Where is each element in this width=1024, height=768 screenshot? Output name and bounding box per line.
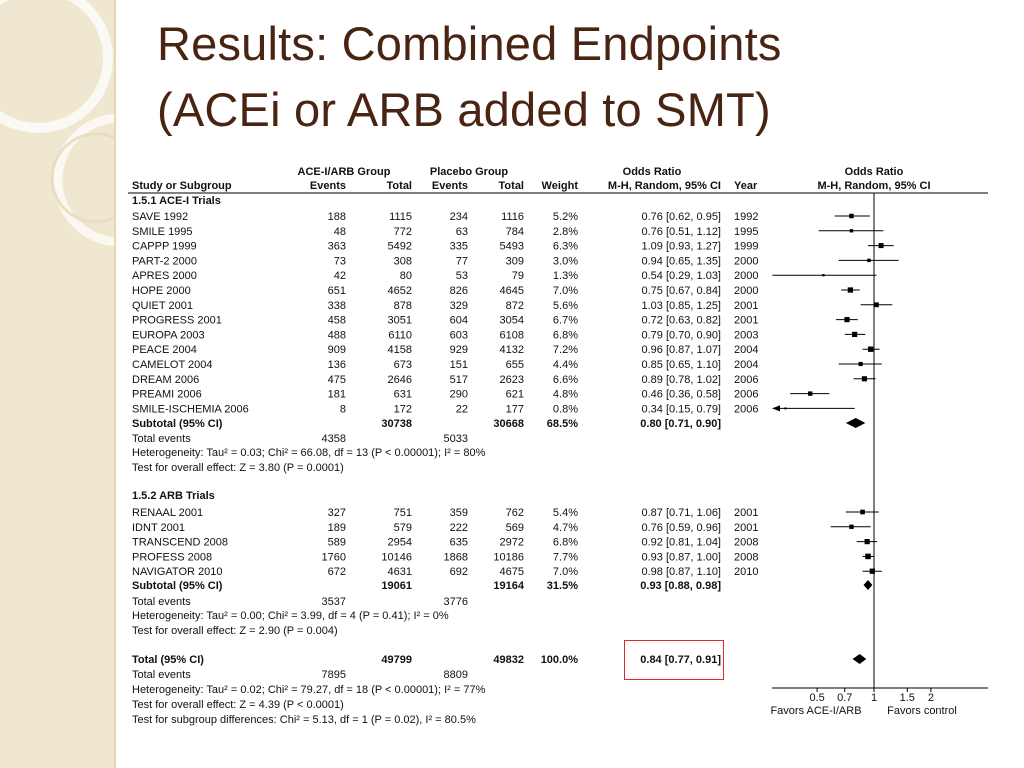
events-treatment: 672 (327, 566, 346, 579)
events-placebo: 826 (449, 285, 468, 297)
odds-ratio-ci: 0.46 [0.36, 0.58] (641, 388, 721, 401)
total-placebo: 4645 (499, 285, 524, 297)
events-treatment: 73 (333, 255, 346, 268)
study-year: 2001 (734, 314, 759, 327)
x-tick-label: 1.5 (899, 692, 915, 704)
study-weight: 7.0% (552, 566, 578, 579)
events-placebo: 635 (449, 536, 468, 549)
study-year: 1992 (734, 211, 759, 223)
point-estimate (860, 510, 865, 515)
point-estimate (852, 332, 857, 337)
total-placebo: 4675 (499, 566, 524, 579)
x-tick-label: 2 (927, 692, 934, 704)
events-placebo: 335 (449, 240, 468, 253)
events-treatment: 475 (327, 373, 346, 386)
total-treatment: 4158 (387, 344, 412, 357)
events-treatment: 181 (327, 388, 346, 401)
study-year: 2008 (734, 551, 759, 564)
header-year: Year (734, 180, 758, 192)
overall-total-weight: 100.0% (540, 654, 578, 666)
study-name: SMILE 1995 (132, 225, 193, 238)
header-method: M-H, Random, 95% CI (607, 180, 721, 192)
study-name: PEACE 2004 (132, 344, 197, 357)
study-name: SMILE-ISCHEMIA 2006 (132, 403, 249, 416)
subtotal-ace-total-placebo: 30668 (493, 418, 524, 430)
events-placebo: 53 (455, 270, 468, 283)
events-placebo: 77 (455, 255, 468, 268)
study-year: 2001 (734, 299, 759, 312)
header-or-title: Odds Ratio (622, 166, 682, 178)
study-year: 2000 (734, 270, 759, 283)
study-weight: 4.8% (552, 388, 578, 401)
events-treatment: 589 (327, 536, 346, 549)
events-treatment: 651 (327, 285, 346, 297)
total-placebo: 569 (505, 521, 524, 534)
total-placebo: 79 (511, 270, 524, 283)
total-placebo: 655 (505, 359, 524, 371)
events-placebo: 359 (449, 507, 468, 519)
point-estimate (862, 376, 867, 381)
events-placebo: 929 (449, 344, 468, 357)
total-treatment: 172 (393, 403, 412, 416)
total-treatment: 308 (393, 255, 412, 268)
events-placebo: 604 (449, 314, 468, 327)
point-estimate (868, 347, 873, 352)
subtotal-arb-total-placebo: 19164 (493, 580, 524, 592)
odds-ratio-ci: 0.96 [0.87, 1.07] (641, 344, 721, 357)
odds-ratio-ci: 0.89 [0.78, 1.02] (641, 373, 721, 386)
subtotal-arb-total-treatment: 19061 (381, 580, 412, 592)
total-placebo: 621 (505, 388, 524, 401)
point-estimate (844, 317, 849, 322)
heterogeneity-arb: Heterogeneity: Tau² = 0.00; Chi² = 3.99, df = 4 (P = 0.41); I² = 0% (132, 610, 449, 622)
total-ci-highlight (624, 640, 724, 680)
header-group1: ACE-I/ARB Group (297, 166, 391, 178)
subtotal-ace-ci: 0.80 [0.71, 0.90] (640, 418, 721, 430)
study-weight: 4.4% (552, 359, 578, 371)
x-tick-label: 0.5 (809, 692, 825, 704)
total-placebo: 177 (505, 403, 524, 416)
overall-total-total-treatment: 49799 (381, 654, 412, 666)
point-estimate (865, 554, 871, 560)
study-year: 2004 (734, 359, 759, 371)
axis-label-right: Favors control (887, 705, 957, 717)
study-name: NAVIGATOR 2010 (132, 566, 223, 579)
odds-ratio-ci: 0.75 [0.67, 0.84] (641, 285, 721, 297)
study-weight: 6.3% (552, 240, 578, 253)
page-title-line-2: (ACEi or ARB added to SMT) (157, 83, 771, 136)
study-name: RENAAL 2001 (132, 507, 204, 519)
point-estimate (822, 274, 824, 276)
total-placebo: 6108 (499, 329, 524, 342)
header-total1: Total (386, 180, 412, 192)
events-treatment: 189 (327, 521, 346, 534)
odds-ratio-ci: 0.72 [0.63, 0.82] (641, 314, 721, 327)
study-name: CAMELOT 2004 (132, 359, 213, 371)
header-events2: Events (431, 180, 468, 192)
total-placebo: 309 (505, 255, 524, 268)
study-weight: 5.4% (552, 507, 578, 519)
total-treatment: 1115 (389, 211, 412, 223)
study-year: 1999 (734, 240, 759, 253)
overall-events-placebo: 8809 (443, 669, 468, 681)
odds-ratio-ci: 1.09 [0.93, 1.27] (641, 240, 721, 253)
odds-ratio-ci: 1.03 [0.85, 1.25] (641, 299, 721, 312)
total-placebo: 3054 (499, 314, 524, 327)
total-placebo: 2623 (499, 373, 524, 386)
total-treatment: 751 (393, 507, 412, 519)
study-weight: 5.2% (552, 211, 578, 223)
study-year: 2000 (734, 255, 759, 268)
study-weight: 0.8% (552, 403, 578, 416)
point-estimate (867, 259, 870, 262)
study-weight: 7.7% (552, 551, 578, 564)
study-weight: 6.8% (552, 329, 578, 342)
total-treatment: 80 (399, 270, 412, 283)
group-header-arb: 1.5.2 ARB Trials (132, 490, 215, 502)
overall-events-label: Total events (132, 669, 191, 681)
total-treatment: 673 (393, 359, 412, 371)
overall-effect-arb: Test for overall effect: Z = 2.90 (P = 0.004) (132, 625, 338, 637)
point-estimate (808, 391, 812, 395)
study-weight: 3.0% (552, 255, 578, 268)
events-placebo: 290 (449, 388, 468, 401)
study-year: 2001 (734, 521, 759, 534)
study-weight: 6.8% (552, 536, 578, 549)
odds-ratio-ci: 0.94 [0.65, 1.35] (641, 255, 721, 268)
header-events1: Events (309, 180, 346, 192)
events-treatment: 1760 (321, 551, 346, 564)
total-placebo: 2972 (499, 536, 524, 549)
events-treatment: 458 (327, 314, 346, 327)
study-name: PROGRESS 2001 (132, 314, 222, 327)
odds-ratio-ci: 0.79 [0.70, 0.90] (641, 329, 721, 342)
odds-ratio-ci: 0.76 [0.62, 0.95] (641, 211, 721, 223)
study-year: 2006 (734, 403, 759, 416)
study-name: PREAMI 2006 (132, 388, 202, 401)
total-placebo: 1116 (501, 211, 524, 223)
events-placebo: 603 (449, 329, 468, 342)
study-name: IDNT 2001 (132, 521, 185, 534)
header-plot-method: M-H, Random, 95% CI (817, 180, 931, 192)
total-treatment: 631 (393, 388, 412, 401)
subtotal-arb-diamond (864, 580, 873, 590)
total-treatment: 772 (393, 225, 412, 238)
overall-effect-ace: Test for overall effect: Z = 3.80 (P = 0.0001) (132, 462, 344, 474)
odds-ratio-ci: 0.76 [0.51, 1.12] (641, 225, 721, 238)
study-year: 1995 (734, 225, 759, 238)
study-year: 2004 (734, 344, 759, 357)
events-treatment: 909 (327, 344, 346, 357)
events-placebo: 517 (449, 373, 468, 386)
odds-ratio-ci: 0.92 [0.81, 1.04] (641, 536, 721, 549)
overall-events-treatment: 7895 (321, 669, 346, 681)
events-treatment: 48 (333, 225, 346, 238)
events-placebo: 329 (449, 299, 468, 312)
total-treatment: 2954 (387, 536, 412, 549)
study-name: QUIET 2001 (132, 299, 193, 312)
events-treatment: 8 (339, 403, 346, 416)
point-estimate (849, 214, 854, 219)
total-treatment: 6110 (388, 329, 412, 342)
point-estimate (849, 525, 853, 529)
overall-effect-total: Test for overall effect: Z = 4.39 (P < 0.0001) (132, 699, 344, 711)
group-header-ace: 1.5.1 ACE-I Trials (132, 195, 221, 207)
header-weight: Weight (541, 180, 578, 192)
study-year: 2001 (734, 507, 759, 519)
axis-label-left: Favors ACE-I/ARB (770, 705, 862, 717)
total-treatment: 4652 (387, 285, 412, 297)
header-plot-title: Odds Ratio (844, 166, 904, 178)
study-year: 2003 (734, 329, 759, 342)
odds-ratio-ci: 0.98 [0.87, 1.10] (641, 566, 721, 579)
events-placebo: 234 (449, 211, 468, 223)
total-treatment: 5492 (387, 240, 412, 253)
events-placebo: 63 (455, 225, 468, 238)
subtotal-arb-weight: 31.5% (546, 580, 578, 592)
total-events-ace-treatment: 4358 (321, 433, 346, 445)
subtotal-ace-label: Subtotal (95% CI) (132, 418, 223, 430)
point-estimate (879, 243, 884, 248)
point-estimate (865, 539, 870, 544)
heterogeneity-overall: Heterogeneity: Tau² = 0.02; Chi² = 79.27, df = 18 (P < 0.00001); I² = 77% (132, 684, 486, 696)
study-weight: 4.7% (552, 521, 578, 534)
total-treatment: 579 (393, 521, 412, 534)
ci-arrow-left (772, 405, 780, 411)
heterogeneity-ace: Heterogeneity: Tau² = 0.03; Chi² = 66.08, df = 13 (P < 0.00001); I² = 80% (132, 447, 486, 459)
odds-ratio-ci: 0.93 [0.87, 1.00] (641, 551, 721, 564)
events-placebo: 22 (455, 403, 468, 416)
total-events-ace-label: Total events (132, 433, 191, 445)
total-placebo: 762 (505, 507, 524, 519)
subgroup-differences: Test for subgroup differences: Chi² = 5.13, df = 1 (P = 0.02), I² = 80.5% (132, 714, 476, 726)
study-weight: 7.0% (552, 285, 578, 297)
total-treatment: 10146 (381, 551, 412, 564)
events-placebo: 1868 (443, 551, 468, 564)
study-name: SAVE 1992 (132, 211, 189, 223)
study-year: 2010 (734, 566, 759, 579)
study-year: 2000 (734, 285, 759, 297)
study-weight: 1.3% (552, 270, 578, 283)
events-placebo: 151 (449, 359, 468, 371)
study-year: 2008 (734, 536, 759, 549)
overall-total-diamond (853, 654, 867, 664)
study-name: CAPPP 1999 (132, 240, 197, 253)
events-treatment: 338 (327, 299, 346, 312)
overall-total-ci: 0.84 [0.77, 0.91] (640, 654, 721, 666)
events-treatment: 42 (333, 270, 346, 283)
study-weight: 6.7% (552, 314, 578, 327)
total-treatment: 3051 (387, 314, 412, 327)
total-events-ace-placebo: 5033 (443, 433, 468, 445)
x-tick-label: 0.7 (837, 692, 853, 704)
x-tick-label: 1 (870, 692, 878, 704)
point-estimate (848, 287, 853, 292)
total-placebo: 784 (505, 225, 524, 238)
overall-total-label: Total (95% CI) (132, 654, 204, 666)
odds-ratio-ci: 0.87 [0.71, 1.06] (641, 507, 721, 519)
study-name: EUROPA 2003 (132, 329, 205, 342)
subtotal-ace-weight: 68.5% (546, 418, 578, 430)
point-estimate (850, 229, 853, 232)
total-treatment: 878 (393, 299, 412, 312)
events-placebo: 222 (449, 521, 468, 534)
subtotal-ace-diamond (846, 418, 865, 428)
total-placebo: 4132 (499, 344, 524, 357)
header-total2: Total (498, 180, 524, 192)
study-weight: 6.6% (552, 373, 578, 386)
header-study: Study or Subgroup (132, 180, 232, 192)
study-year: 2006 (734, 373, 759, 386)
events-treatment: 188 (327, 211, 346, 223)
study-name: APRES 2000 (132, 270, 197, 283)
overall-total-total-placebo: 49832 (493, 654, 524, 666)
events-treatment: 136 (327, 359, 346, 371)
study-name: PROFESS 2008 (132, 551, 213, 564)
odds-ratio-ci: 0.85 [0.65, 1.10] (641, 359, 721, 371)
odds-ratio-ci: 0.76 [0.59, 0.96] (641, 521, 721, 534)
point-estimate (784, 407, 786, 409)
study-name: PART-2 2000 (132, 255, 198, 268)
subtotal-arb-ci: 0.93 [0.88, 0.98] (640, 580, 721, 592)
study-weight: 2.8% (552, 225, 578, 238)
study-name: DREAM 2006 (132, 373, 200, 386)
point-estimate (859, 362, 863, 366)
odds-ratio-ci: 0.34 [0.15, 0.79] (641, 403, 721, 416)
odds-ratio-ci: 0.54 [0.29, 1.03] (641, 270, 721, 283)
page-title-line-1: Results: Combined Endpoints (157, 17, 782, 70)
subtotal-ace-total-treatment: 30738 (381, 418, 412, 430)
study-year: 2006 (734, 388, 759, 401)
study-name: HOPE 2000 (132, 285, 191, 297)
subtotal-arb-label: Subtotal (95% CI) (132, 580, 223, 592)
study-weight: 7.2% (552, 344, 578, 357)
total-treatment: 2646 (387, 373, 412, 386)
events-treatment: 488 (327, 329, 346, 342)
study-name: TRANSCEND 2008 (132, 536, 228, 549)
events-treatment: 363 (327, 240, 346, 253)
events-treatment: 327 (327, 507, 346, 519)
total-treatment: 4631 (387, 566, 412, 579)
total-events-arb-treatment: 3537 (321, 596, 346, 608)
header-group2: Placebo Group (429, 166, 509, 178)
total-events-arb-placebo: 3776 (443, 596, 468, 608)
total-events-arb-label: Total events (132, 596, 191, 608)
study-weight: 5.6% (552, 299, 578, 312)
total-placebo: 5493 (499, 240, 524, 253)
events-placebo: 692 (449, 566, 468, 579)
point-estimate (874, 302, 879, 307)
total-placebo: 10186 (493, 551, 524, 564)
total-placebo: 872 (505, 299, 524, 312)
